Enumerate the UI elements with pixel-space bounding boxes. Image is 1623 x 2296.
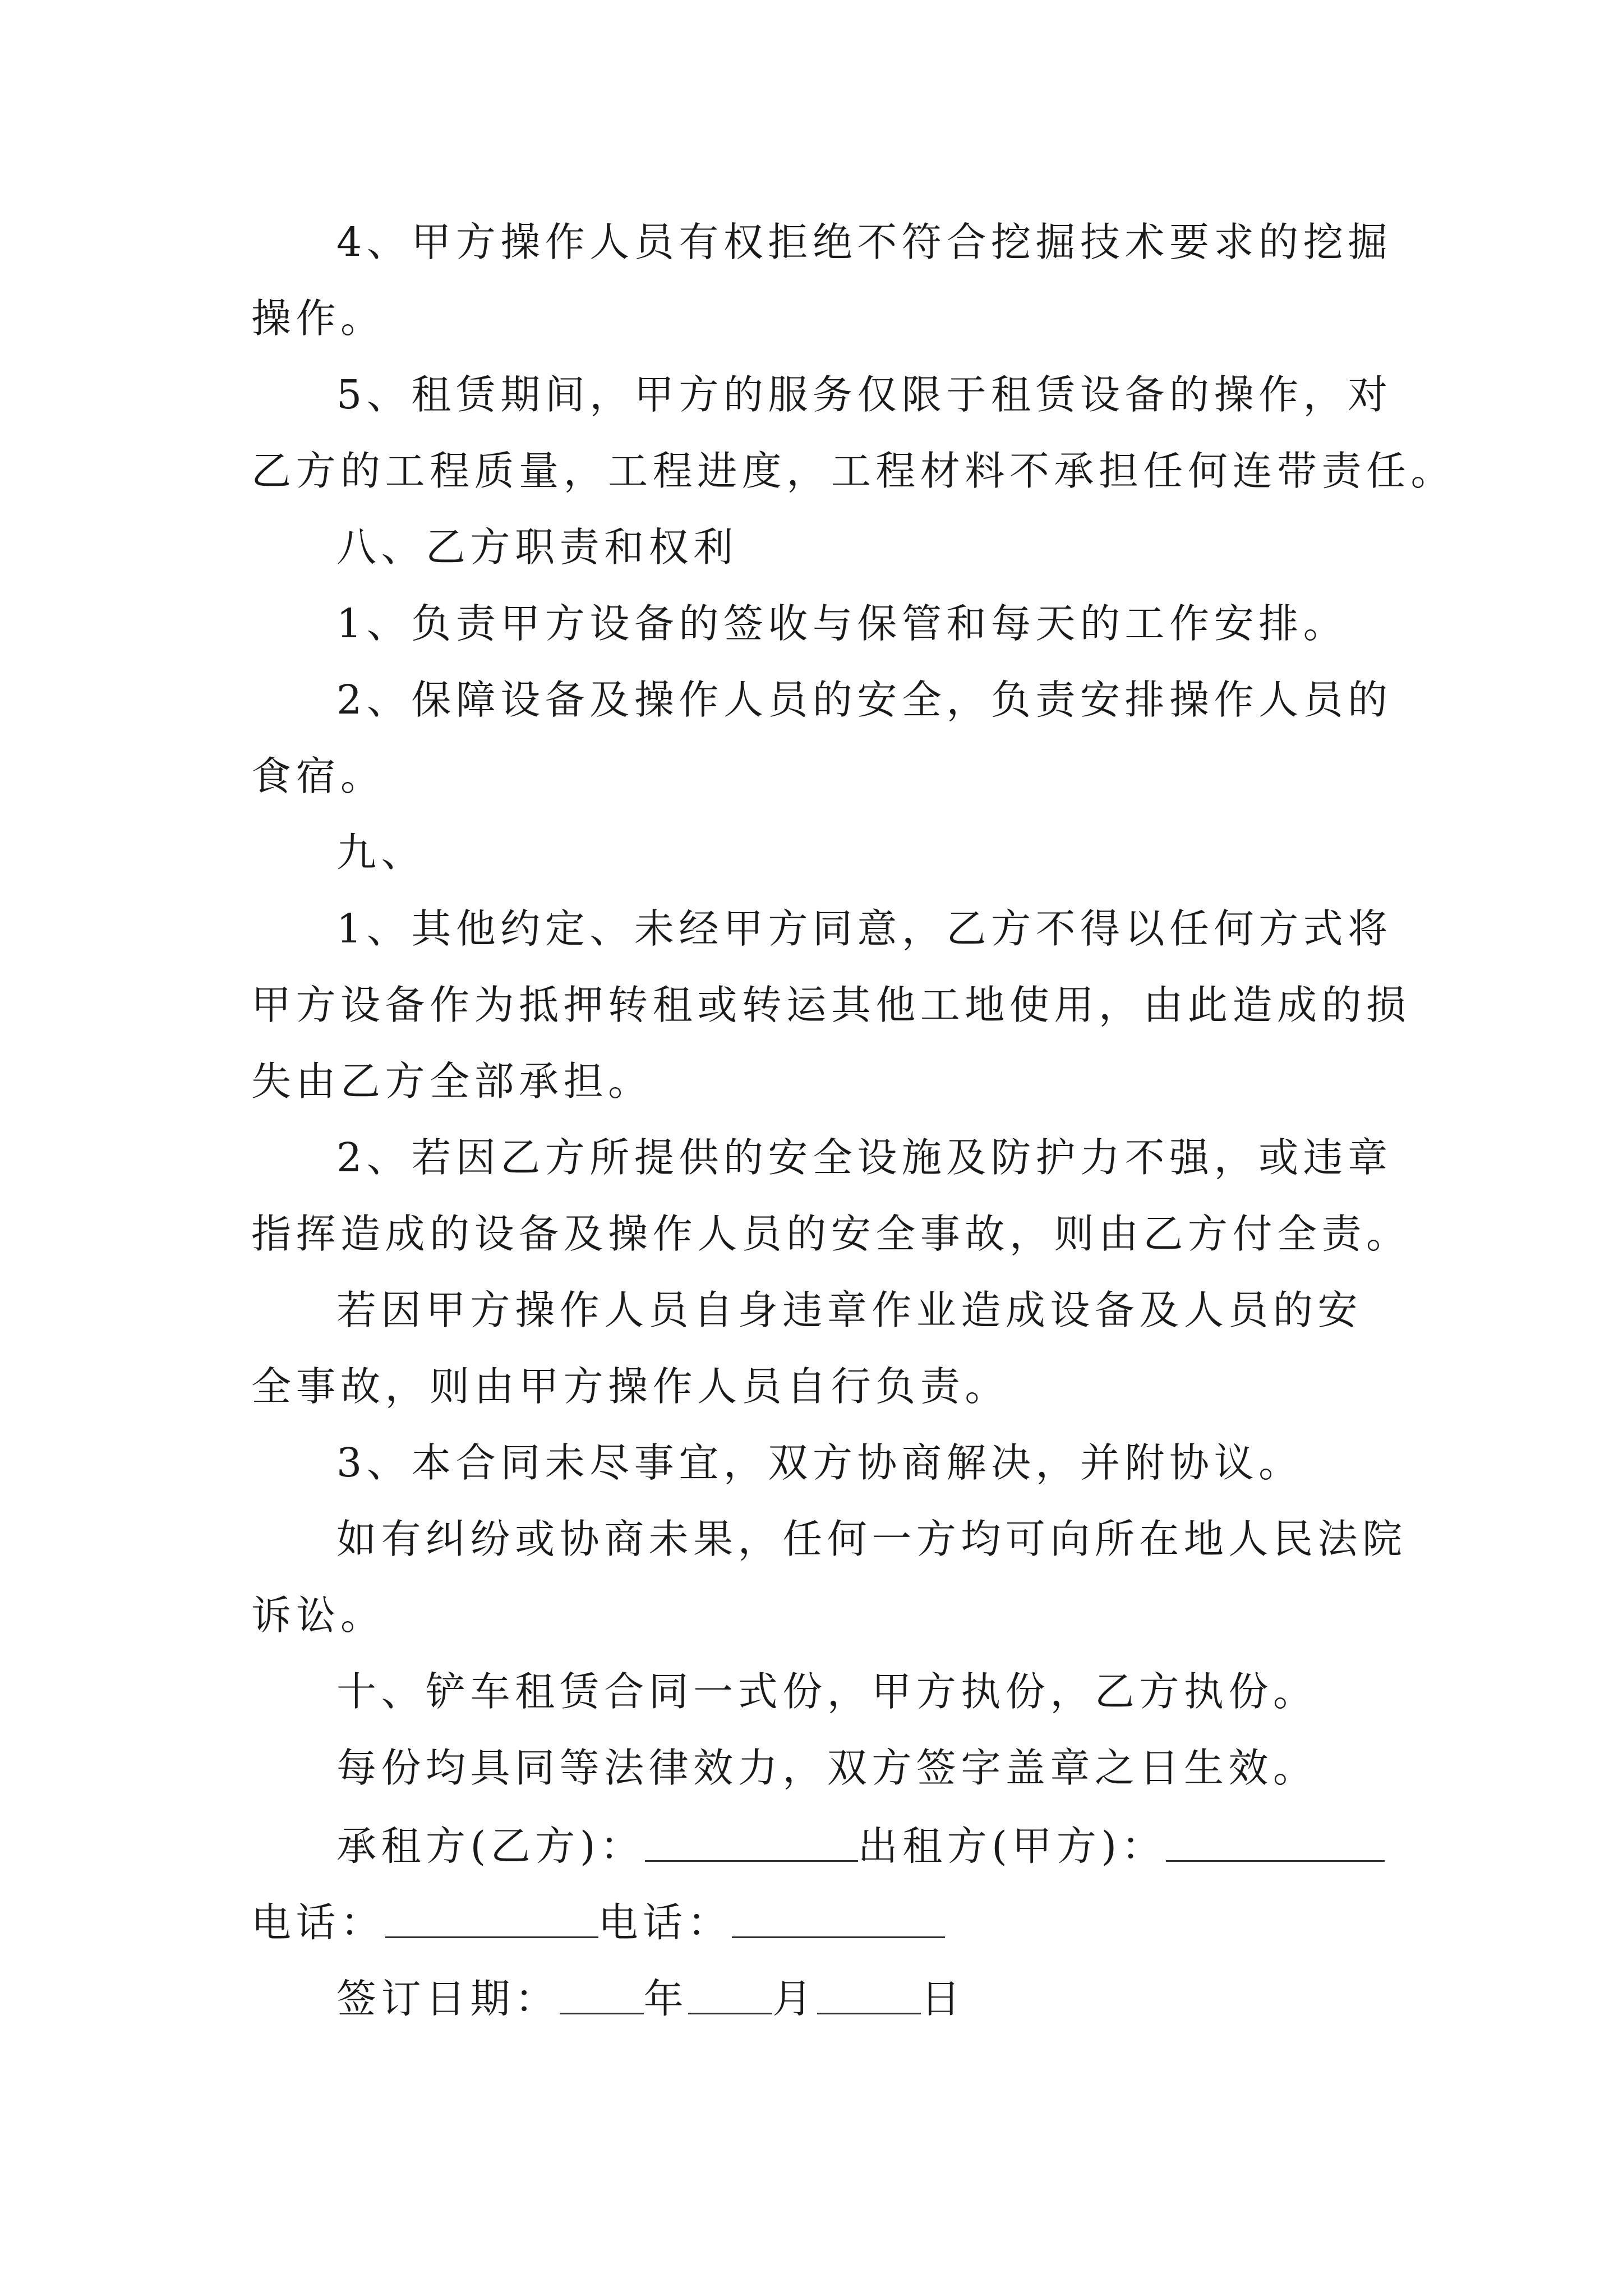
clause-9-3: 3、本合同未尽事宜，双方协商解决，并附协议。 <box>336 1439 1303 1486</box>
day-blank[interactable] <box>817 1977 921 2014</box>
lessor-label: 出租方(甲方)： <box>857 1823 1166 1870</box>
section-8-heading: 八、乙方职责和权利 <box>336 524 738 570</box>
lessor-phone-blank[interactable] <box>732 1901 945 1938</box>
month-label: 月 <box>772 1975 817 2022</box>
phone-label-lessor: 电话： <box>598 1899 732 1946</box>
clause-7-5-line-1: 5、租赁期间，甲方的服务仅限于租赁设备的操作，对 <box>336 371 1393 418</box>
signature-row <box>336 1823 1385 1870</box>
clause-9-2-line-1: 2、若因乙方所提供的安全设施及防护力不强，或违章 <box>336 1134 1393 1181</box>
phone-row <box>251 1899 945 1946</box>
clause-9-1-line-2: 甲方设备作为抵押转租或转运其他工地使用，由此造成的损 <box>251 982 1411 1028</box>
section-10-line-1: 十、铲车租赁合同一式份，甲方执份，乙方执份。 <box>336 1668 1318 1715</box>
clause-9-1-line-1: 1、其他约定、未经甲方同意，乙方不得以任何方式将 <box>336 905 1393 952</box>
clause-8-1: 1、负责甲方设备的签收与保管和每天的工作安排。 <box>336 600 1348 647</box>
clause-9-2-line-2: 指挥造成的设备及操作人员的安全事故，则由乙方付全责。 <box>251 1211 1411 1257</box>
date-label: 签订日期： <box>336 1975 560 2022</box>
section-9-heading: 九、 <box>336 829 426 876</box>
dispute-line-1: 如有纠纷或协商未果，任何一方均可向所在地人民法院 <box>336 1516 1407 1562</box>
clause-9-2-line-3: 若因甲方操作人员自身违章作业造成设备及人员的安 <box>336 1287 1362 1333</box>
month-blank[interactable] <box>688 1977 772 2014</box>
year-blank[interactable] <box>560 1977 644 2014</box>
section-10-line-2: 每份均具同等法律效力，双方签字盖章之日生效。 <box>336 1745 1318 1791</box>
clause-7-5-line-2: 乙方的工程质量，工程进度，工程材料不承担任何连带责任。 <box>251 448 1456 494</box>
clause-7-4-line-1: 4、甲方操作人员有权拒绝不符合挖掘技术要求的挖掘 <box>336 219 1393 265</box>
date-row <box>336 1975 966 2022</box>
year-label: 年 <box>643 1975 689 2022</box>
clause-7-4-line-2: 操作。 <box>251 295 385 342</box>
clause-8-2-line-2: 食宿。 <box>251 753 385 799</box>
clause-8-2-line-1: 2、保障设备及操作人员的安全，负责安排操作人员的 <box>336 677 1393 723</box>
clause-9-2-line-4: 全事故，则由甲方操作人员自行负责。 <box>251 1363 1009 1410</box>
clause-9-1-line-3: 失由乙方全部承担。 <box>251 1058 653 1105</box>
lessee-label: 承租方(乙方)： <box>336 1823 645 1870</box>
lessor-signature-blank[interactable] <box>1166 1824 1385 1862</box>
phone-label-lessee: 电话： <box>251 1899 385 1946</box>
day-label: 日 <box>920 1975 966 2022</box>
lessee-phone-blank[interactable] <box>385 1901 598 1938</box>
lessee-signature-blank[interactable] <box>645 1824 858 1862</box>
dispute-line-2: 诉讼。 <box>251 1592 385 1639</box>
